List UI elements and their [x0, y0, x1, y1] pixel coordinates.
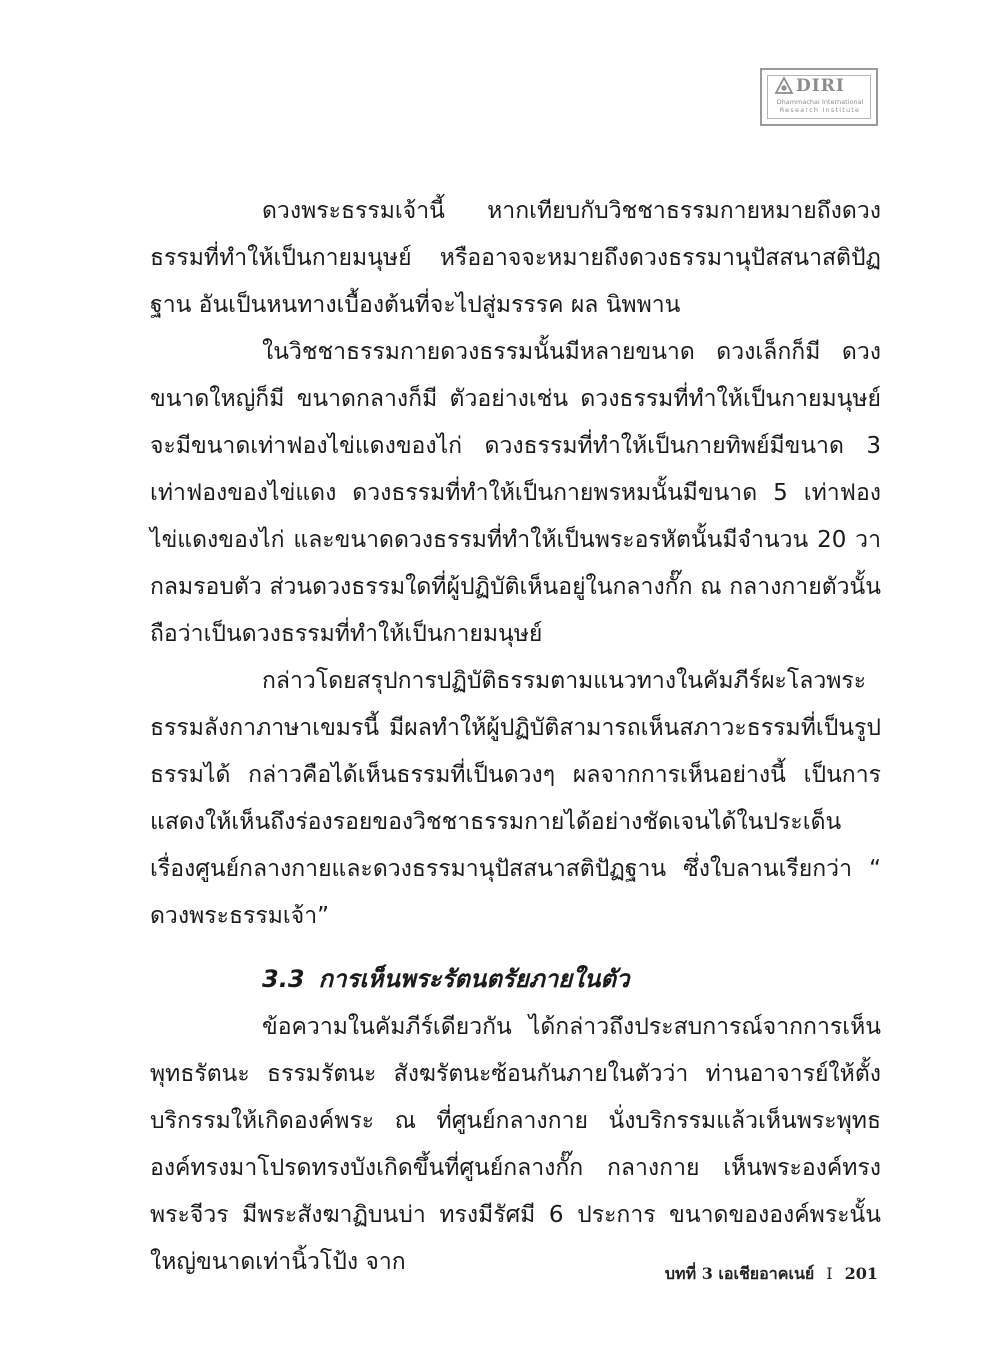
page-body: [150, 188, 881, 1286]
chapter-label: บทที่ 3 เอเชียอาคเนย์: [664, 1264, 815, 1283]
paragraph-1: ดวงพระธรรมเจ้านี้ หากเทียบกับวิชชาธรรมกายหมายถึงดวงธรรมที่ทำให้เป็นกายมนุษย์ หรืออาจจะหมายถึงดวงธรรมานุปัสสนาสติปัฏฐาน อันเป็นหนทางเบื้องต้นที่จะไปสู่มรรรค ผล นิพพาน: [150, 198, 881, 318]
logo-subtitle-line2: Research Institute: [779, 106, 861, 114]
section-heading: [150, 954, 881, 1004]
diri-emblem-icon: [774, 76, 794, 96]
paragraph-3: กล่าวโดยสรุปการปฏิบัติธรรมตามแนวทางในคัมภีร์ผะโลวพระธรรมลังกาภาษาเขมรนี้ มีผลทำให้ผู้ปฏิบัติสามารถเห็นสภาวะธรรมที่เป็นรูปธรรมได้ กล่าวคือได้เห็นธรรมที่เป็นดวงๆ ผลจากการเห็นอย่างนี้ เป็นการแสดงให้เห็นถึงร่องรอยของวิชชาธรรมกายได้อย่างชัดเจนได้ในประเด็นเรื่องศูนย์กลางกายและดวงธรรมานุปัสสนาสติปัฏฐาน ซึ่งใบลานเรียกว่า “ ดวงพระธรรมเจ้า”: [150, 668, 881, 929]
diri-logo: [760, 68, 878, 126]
section-title: การเห็นพระรัตนตรัยภายในตัว: [318, 965, 630, 993]
paragraph-2: ในวิชชาธรรมกายดวงธรรมนั้นมีหลายขนาด ดวงเล็กก็มี ดวงขนาดใหญ่ก็มี ขนาดกลางก็มี ตัวอย่างเช่น ดวงธรรมที่ทำให้เป็นกายมนุษย์จะมีขนาดเท่าฟองไข่แดงของไก่ ดวงธรรมที่ทำให้เป็นกายทิพย์มีขนาด 3 เท่าฟองของไข่แดง ดวงธรรมที่ทำให้เป็นกายพรหมนั้นมีขนาด 5 เท่าฟองไข่แดงของไก่ และขนาดดวงธรรมที่ทำให้เป็นพระอรหัตนั้นมีจำนวน 20 วา กลมรอบตัว ส่วนดวงธรรมใดที่ผู้ปฏิบัติเห็นอยู่ในกลางกั๊ก ณ กลางกายตัวนั้น ถือว่าเป็นดวงธรรมที่ทำให้เป็นกายมนุษย์: [150, 339, 881, 647]
section-number: 3.3: [262, 965, 305, 993]
footer-separator: I: [826, 1264, 833, 1283]
section-paragraph: ข้อความในคัมภีร์เดียวกัน ได้กล่าวถึงประสบการณ์จากการเห็นพุทธรัตนะ ธรรมรัตนะ สังฆรัตนะซ้อนกันภายในตัวว่า ท่านอาจารย์ให้ตั้งบริกรรมให้เกิดองค์พระ ณ ที่ศูนย์กลางกาย นั่งบริกรรมแล้วเห็นพระพุทธองค์ทรงมาโปรดทรงบังเกิดขึ้นที่ศูนย์กลางกั๊ก กลางกาย เห็นพระองค์ทรงพระจีวร มีพระสังฆาฏิบนบ่า ทรงมีรัศมี 6 ประการ ขนาดขององค์พระนั้นใหญ่ขนาดเท่านิ้วโป้ง จาก: [150, 1014, 881, 1275]
page-number: 201: [844, 1264, 878, 1283]
logo-subtitle-line1: Dhammachai International: [776, 98, 864, 106]
page-footer: [665, 1262, 878, 1287]
logo-title: DIRI: [796, 76, 845, 96]
